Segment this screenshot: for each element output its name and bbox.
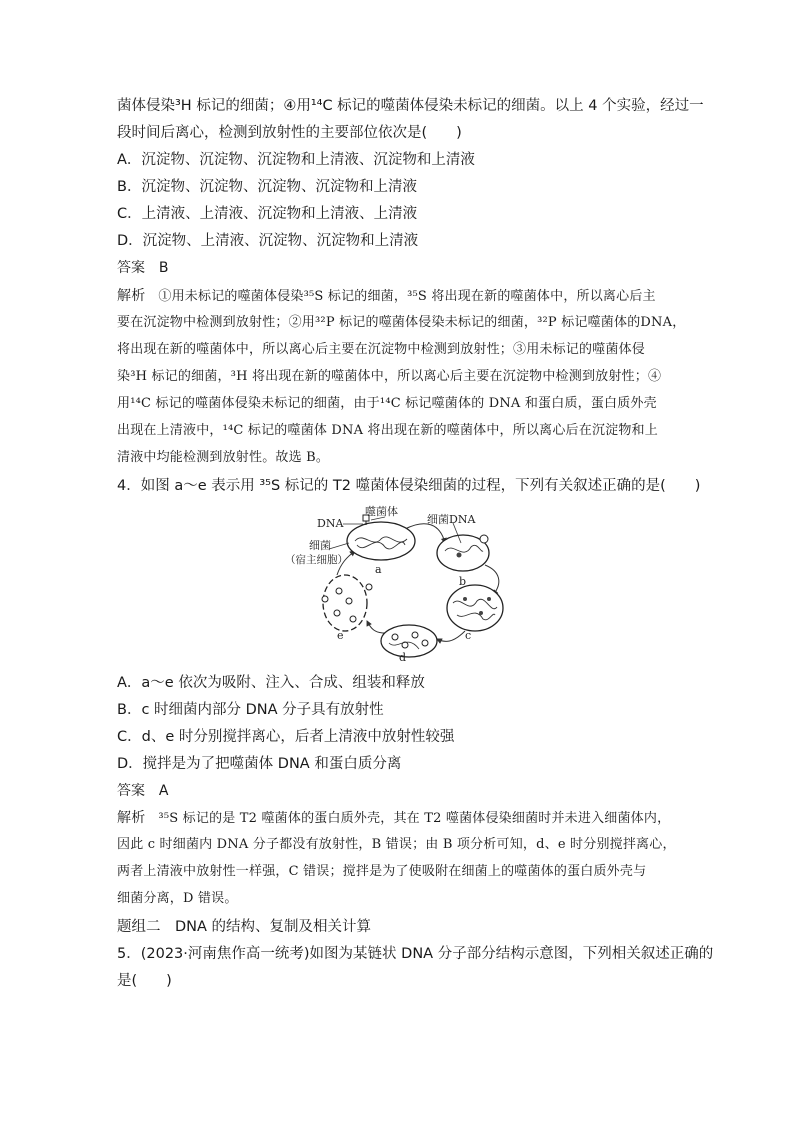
analysis-text: ①用未标记的噬菌体侵染³⁵S 标记的细菌，³⁵S 将出现在新的噬菌体中，所以离心后主	[158, 289, 656, 304]
answer-value: A	[158, 783, 169, 799]
q5-stem-line2: 是( )	[117, 973, 172, 989]
analysis-text: ³⁵S 标记的是 T2 噬菌体的蛋白质外壳，其在 T2 噬菌体侵染细菌时并未进入细菌体内，	[158, 811, 671, 826]
arrow-c-to-d	[437, 631, 465, 641]
stage-d-cell	[381, 625, 437, 657]
label-stage-a: a	[375, 563, 382, 576]
answer-label: 答案	[117, 783, 145, 799]
label-stage-b: b	[459, 575, 467, 588]
q4-stem: 4．如图 a～e 表示用 ³⁵S 标记的 T2 噬菌体侵染细菌的过程，下列有关叙述正确的是( )	[117, 478, 701, 494]
q4-analysis-line3: 两者上清液中放射性一样强，C 错误；搅拌是为了使吸附在细菌上的噬菌体的蛋白质外壳与	[117, 864, 647, 879]
q3-analysis-line5: 用¹⁴C 标记的噬菌体侵染未标记的细菌，由于¹⁴C 标记噬菌体的 DNA 和蛋白质，蛋白质外壳	[117, 396, 657, 411]
q3-option-a: A．沉淀物、沉淀物、沉淀物和上清液、沉淀物和上清液	[117, 152, 475, 168]
q3-analysis-line6: 出现在上清液中，¹⁴C 标记的噬菌体 DNA 将出现在新的噬菌体中，所以离心后在沉淀物和上	[117, 423, 658, 438]
q4-option-b: B．c 时细菌内部分 DNA 分子具有放射性	[117, 702, 384, 718]
q3-analysis-line2: 要在沉淀物中检测到放射性；②用³²P 标记的噬菌体侵染未标记的细菌，³²P 标记噬菌体的DNA，	[117, 315, 686, 330]
q4-option-c: C．d、e 时分别搅拌离心，后者上清液中放射性较强	[117, 729, 455, 745]
q3-analysis-line1	[117, 286, 656, 307]
q3-option-b: B．沉淀物、沉淀物、沉淀物、沉淀物和上清液	[117, 179, 417, 195]
label-stage-e: e	[337, 629, 344, 642]
q4-option-a: A．a～e 依次为吸附、注入、合成、组装和释放	[117, 675, 425, 691]
arrow-d-to-e	[367, 621, 385, 633]
group2-heading: 题组二 DNA 的结构、复制及相关计算	[117, 919, 372, 935]
q4-answer-row	[117, 781, 168, 801]
label-bacteria: 细菌	[309, 539, 331, 552]
q3-analysis-line4: 染³H 标记的细菌，³H 将出现在新的噬菌体中，所以离心后主要在沉淀物中检测到放射性；④	[117, 369, 662, 384]
q4-option-d: D．搅拌是为了把噬菌体 DNA 和蛋白质分离	[117, 756, 402, 772]
q4-analysis-line2: 因此 c 时细菌内 DNA 分子都没有放射性，B 错误；由 B 项分析可知，d、e 时分别搅拌离心，	[117, 837, 676, 852]
label-stage-c: c	[465, 629, 472, 642]
q3-analysis-line3: 将出现在新的噬菌体中，所以离心后主要在沉淀物中检测到放射性；③用未标记的噬菌体侵	[117, 342, 646, 357]
label-dna: DNA	[317, 517, 344, 530]
bacteria-pointer-line	[329, 543, 349, 549]
q4-analysis-line4: 细菌分离，D 错误。	[117, 891, 238, 906]
q5-stem-line1: 5．(2023·河南焦作高一统考)如图为某链状 DNA 分子部分结构示意图，下列相关叙述正确的	[117, 946, 714, 962]
q3-stem-line2: 段时间后离心，检测到放射性的主要部位依次是( )	[117, 125, 462, 141]
q3-analysis-line7: 清液中均能检测到放射性。故选 B。	[117, 450, 330, 465]
label-bacteria-dna: 细菌DNA	[427, 513, 476, 526]
answer-label: 答案	[117, 260, 145, 276]
stage-e-cell	[322, 575, 372, 631]
stage-b-cell	[437, 535, 489, 571]
q3-option-d: D．沉淀物、上清液、沉淀物、沉淀物和上清液	[117, 233, 419, 249]
q4-analysis-line1	[117, 808, 670, 829]
label-stage-d: d	[399, 651, 407, 663]
phage-infection-cycle-diagram	[285, 503, 515, 663]
q3-option-c: C．上清液、上清液、沉淀物和上清液、上清液	[117, 206, 418, 222]
q3-answer-row	[117, 258, 168, 278]
analysis-label: 解析	[117, 810, 146, 826]
analysis-label: 解析	[117, 288, 146, 304]
answer-value: B	[158, 260, 169, 276]
label-phage: 噬菌体	[365, 505, 398, 518]
stage-a-cell	[347, 515, 415, 560]
label-host-cell: （宿主细胞）	[285, 554, 348, 566]
stage-c-cell	[447, 585, 503, 631]
q3-stem-line1: 菌体侵染³H 标记的细菌；④用¹⁴C 标记的噬菌体侵染未标记的细菌。以上 4 个实验，经过一	[117, 98, 704, 114]
